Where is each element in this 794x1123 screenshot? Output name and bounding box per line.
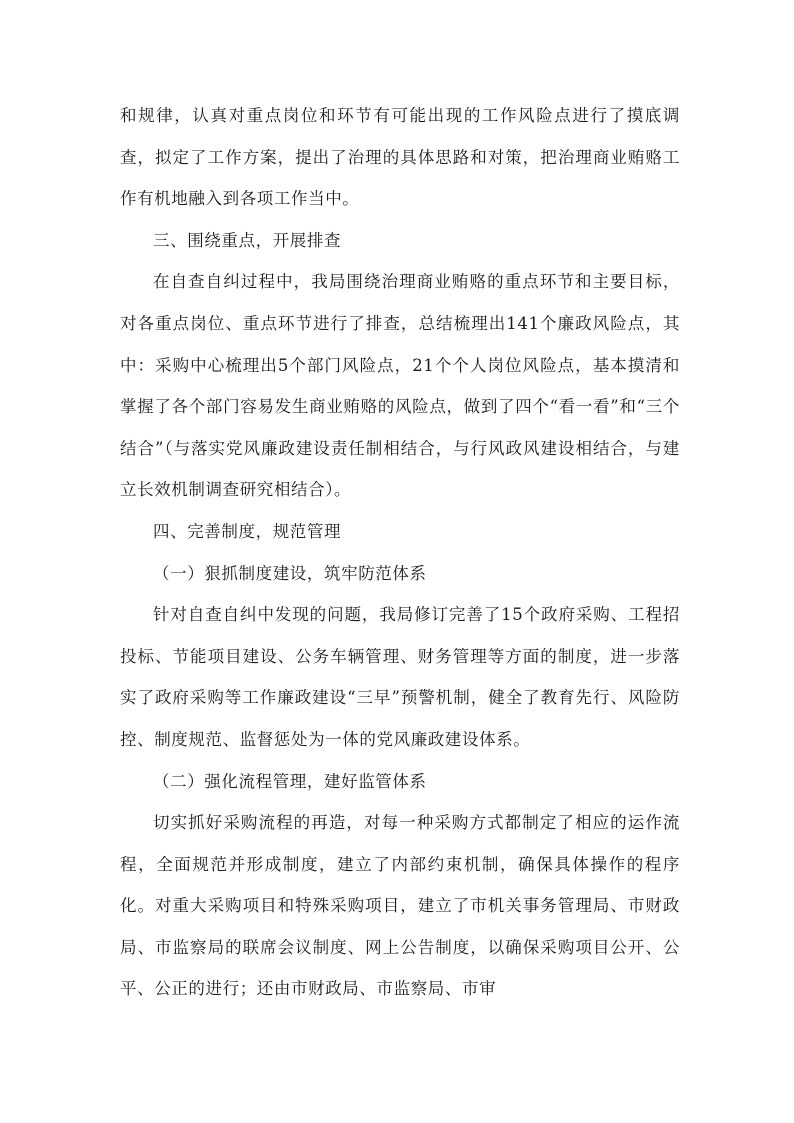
paragraph-system-building: 针对自查自纠中发现的问题，我局修订完善了15个政府采购、工程招投标、节能项目建设、公务车辆管理、财务管理等方面的制度，进一步落实了政府采购等工作廉政建设“三早”预警机制，健全了教育先行、风险防控、制度规范、监督惩处为一体的党风廉政建设体系。 — [120, 605, 680, 749]
subsection-heading-1: （一）狠抓制度建设，筑牢防范体系 — [153, 563, 427, 583]
section-heading-3: 三、围绕重点，开展排查 — [153, 230, 342, 250]
section-heading-4: 四、完善制度，规范管理 — [153, 521, 342, 541]
paragraph-process-management: 切实抓好采购流程的再造，对每一种采购方式都制定了相应的运作流程，全面规范并形成制度，建立了内部约束机制，确保具体操作的程序化。对重大采购项目和特殊采购项目，建立了市机关事务管理局、市财政局、市监察局的联席会议制度、网上公告制度，以确保采购项目公开、公平、公正的进行；还由市财政局、市监察局、市审 — [120, 813, 680, 999]
paragraph-risk-inspection: 在自查自纠过程中，我局围绕治理商业贿赂的重点环节和主要目标，对各重点岗位、重点环节进行了排查，总结梳理出141个廉政风险点，其中：采购中心梳理出5个部门风险点，21个个人岗位风险点，基本摸清和掌握了各个部门容易发生商业贿赂的风险点，做到了四个“看一看”和“三个结合”（与落实党风廉政建设责任制相结合，与行风政风建设相结合，与建立长效机制调查研究相结合）。 — [120, 272, 680, 500]
paragraph-continuation: 和规律，认真对重点岗位和环节有可能出现的工作风险点进行了摸底调查，拟定了工作方案，提出了治理的具体思路和对策，把治理商业贿赂工作有机地融入到各项工作当中。 — [120, 106, 680, 209]
document-body — [120, 95, 680, 1010]
subsection-heading-2: （二）强化流程管理，建好监管体系 — [153, 771, 427, 791]
